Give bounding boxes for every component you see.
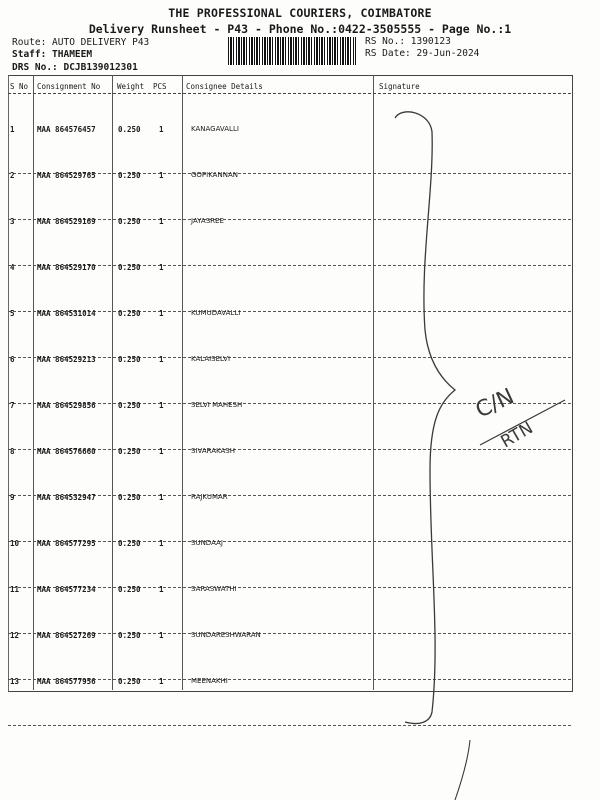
- row-weight: 0.250: [118, 125, 141, 134]
- row-pcs: 1: [159, 263, 164, 272]
- row-consignment: MAA 864529170: [37, 263, 96, 272]
- row-sno: 12: [10, 631, 20, 640]
- header-signature: Signature: [379, 82, 420, 91]
- header-consignee: Consignee Details: [186, 82, 263, 91]
- row-sno: 2: [10, 171, 15, 180]
- row-consignment: MAA 864577295: [37, 539, 96, 548]
- row-sno: 1: [10, 125, 15, 134]
- row-consignee: KUMUDAVALLI: [191, 309, 241, 317]
- row-pcs: 1: [159, 677, 164, 686]
- row-consignee: SELVI MAHESH: [191, 401, 243, 409]
- header-sno: S No: [10, 82, 29, 91]
- route-label: Route: AUTO DELIVERY P43: [12, 37, 150, 48]
- row-consignment: MAA 864576660: [37, 447, 96, 456]
- row-weight: 0.250: [118, 631, 141, 640]
- row-consignment: MAA 864529169: [37, 217, 96, 226]
- row-sno: 8: [10, 447, 15, 456]
- runsheet-subtitle: Delivery Runsheet - P43 - Phone No.:0422-3505555 - Page No.:1: [88, 22, 512, 36]
- runsheet-title: THE PROFESSIONAL COURIERS, COIMBATORE: [168, 6, 432, 20]
- row-pcs: 1: [159, 631, 164, 640]
- row-consignee: SUNDARESHWARAN: [191, 631, 261, 639]
- row-weight: 0.250: [118, 217, 141, 226]
- row-consignee: GOPIKANNAN: [191, 171, 238, 179]
- rs-date: RS Date: 29-Jun-2024: [365, 48, 480, 59]
- row-consignment: MAA 864577234: [37, 585, 96, 594]
- row-consignment: MAA 864529213: [37, 355, 96, 364]
- row-pcs: 1: [159, 401, 164, 410]
- row-pcs: 1: [159, 125, 164, 134]
- row-consignment: MAA 864527269: [37, 631, 96, 640]
- header-weight: Weight: [117, 82, 145, 91]
- row-pcs: 1: [159, 539, 164, 548]
- row-consignee: SUNDAAJ: [191, 539, 223, 547]
- handwritten-note-rtn: RTN: [497, 418, 537, 453]
- row-pcs: 1: [159, 309, 164, 318]
- row-pcs: 1: [159, 447, 164, 456]
- row-sno: 3: [10, 217, 15, 226]
- row-weight: 0.250: [118, 309, 141, 318]
- row-consignee: MEENAKHI: [191, 677, 228, 685]
- row-consignment: MAA 864577956: [37, 677, 96, 686]
- row-pcs: 1: [159, 217, 164, 226]
- row-weight: 0.250: [118, 355, 141, 364]
- row-sno: 7: [10, 401, 15, 410]
- rs-number: RS No.: 1390123: [365, 36, 451, 47]
- row-consignee: RAJKUMAR: [191, 493, 228, 501]
- row-consignee: SIVARAKASH: [191, 447, 235, 455]
- row-consignment: MAA 864529765: [37, 171, 96, 180]
- row-sno: 13: [10, 677, 20, 686]
- drs-number: DRS No.: DCJB139012301: [12, 62, 138, 73]
- row-sno: 9: [10, 493, 15, 502]
- staff-label: Staff: THAMEEM: [12, 49, 93, 60]
- row-weight: 0.250: [118, 447, 141, 456]
- row-sno: 6: [10, 355, 15, 364]
- row-consignee: SARASWATHI: [191, 585, 237, 593]
- header-pcs: PCS: [153, 82, 167, 91]
- row-weight: 0.250: [118, 493, 141, 502]
- row-pcs: 1: [159, 355, 164, 364]
- row-pcs: 1: [159, 493, 164, 502]
- row-consignment: MAA 864532947: [37, 493, 96, 502]
- row-weight: 0.250: [118, 585, 141, 594]
- row-weight: 0.250: [118, 401, 141, 410]
- row-consignment: MAA 864531014: [37, 309, 96, 318]
- row-sno: 11: [10, 585, 20, 594]
- row-consignment: MAA 864529856: [37, 401, 96, 410]
- header-consignment: Consignment No: [37, 82, 101, 91]
- row-weight: 0.250: [118, 677, 141, 686]
- row-sno: 5: [10, 309, 15, 318]
- row-consignee: JAYASREE: [191, 217, 224, 225]
- row-pcs: 1: [159, 171, 164, 180]
- row-weight: 0.250: [118, 171, 141, 180]
- handwritten-note-cn: C/N: [471, 384, 519, 424]
- row-pcs: 1: [159, 585, 164, 594]
- row-sno: 4: [10, 263, 15, 272]
- row-consignment: MAA 864576457: [37, 125, 96, 134]
- row-weight: 0.250: [118, 263, 141, 272]
- row-sno: 10: [10, 539, 20, 548]
- row-weight: 0.250: [118, 539, 141, 548]
- row-consignee: KALAISELVI: [191, 355, 231, 363]
- row-consignee: KANAGAVALLI: [191, 125, 239, 133]
